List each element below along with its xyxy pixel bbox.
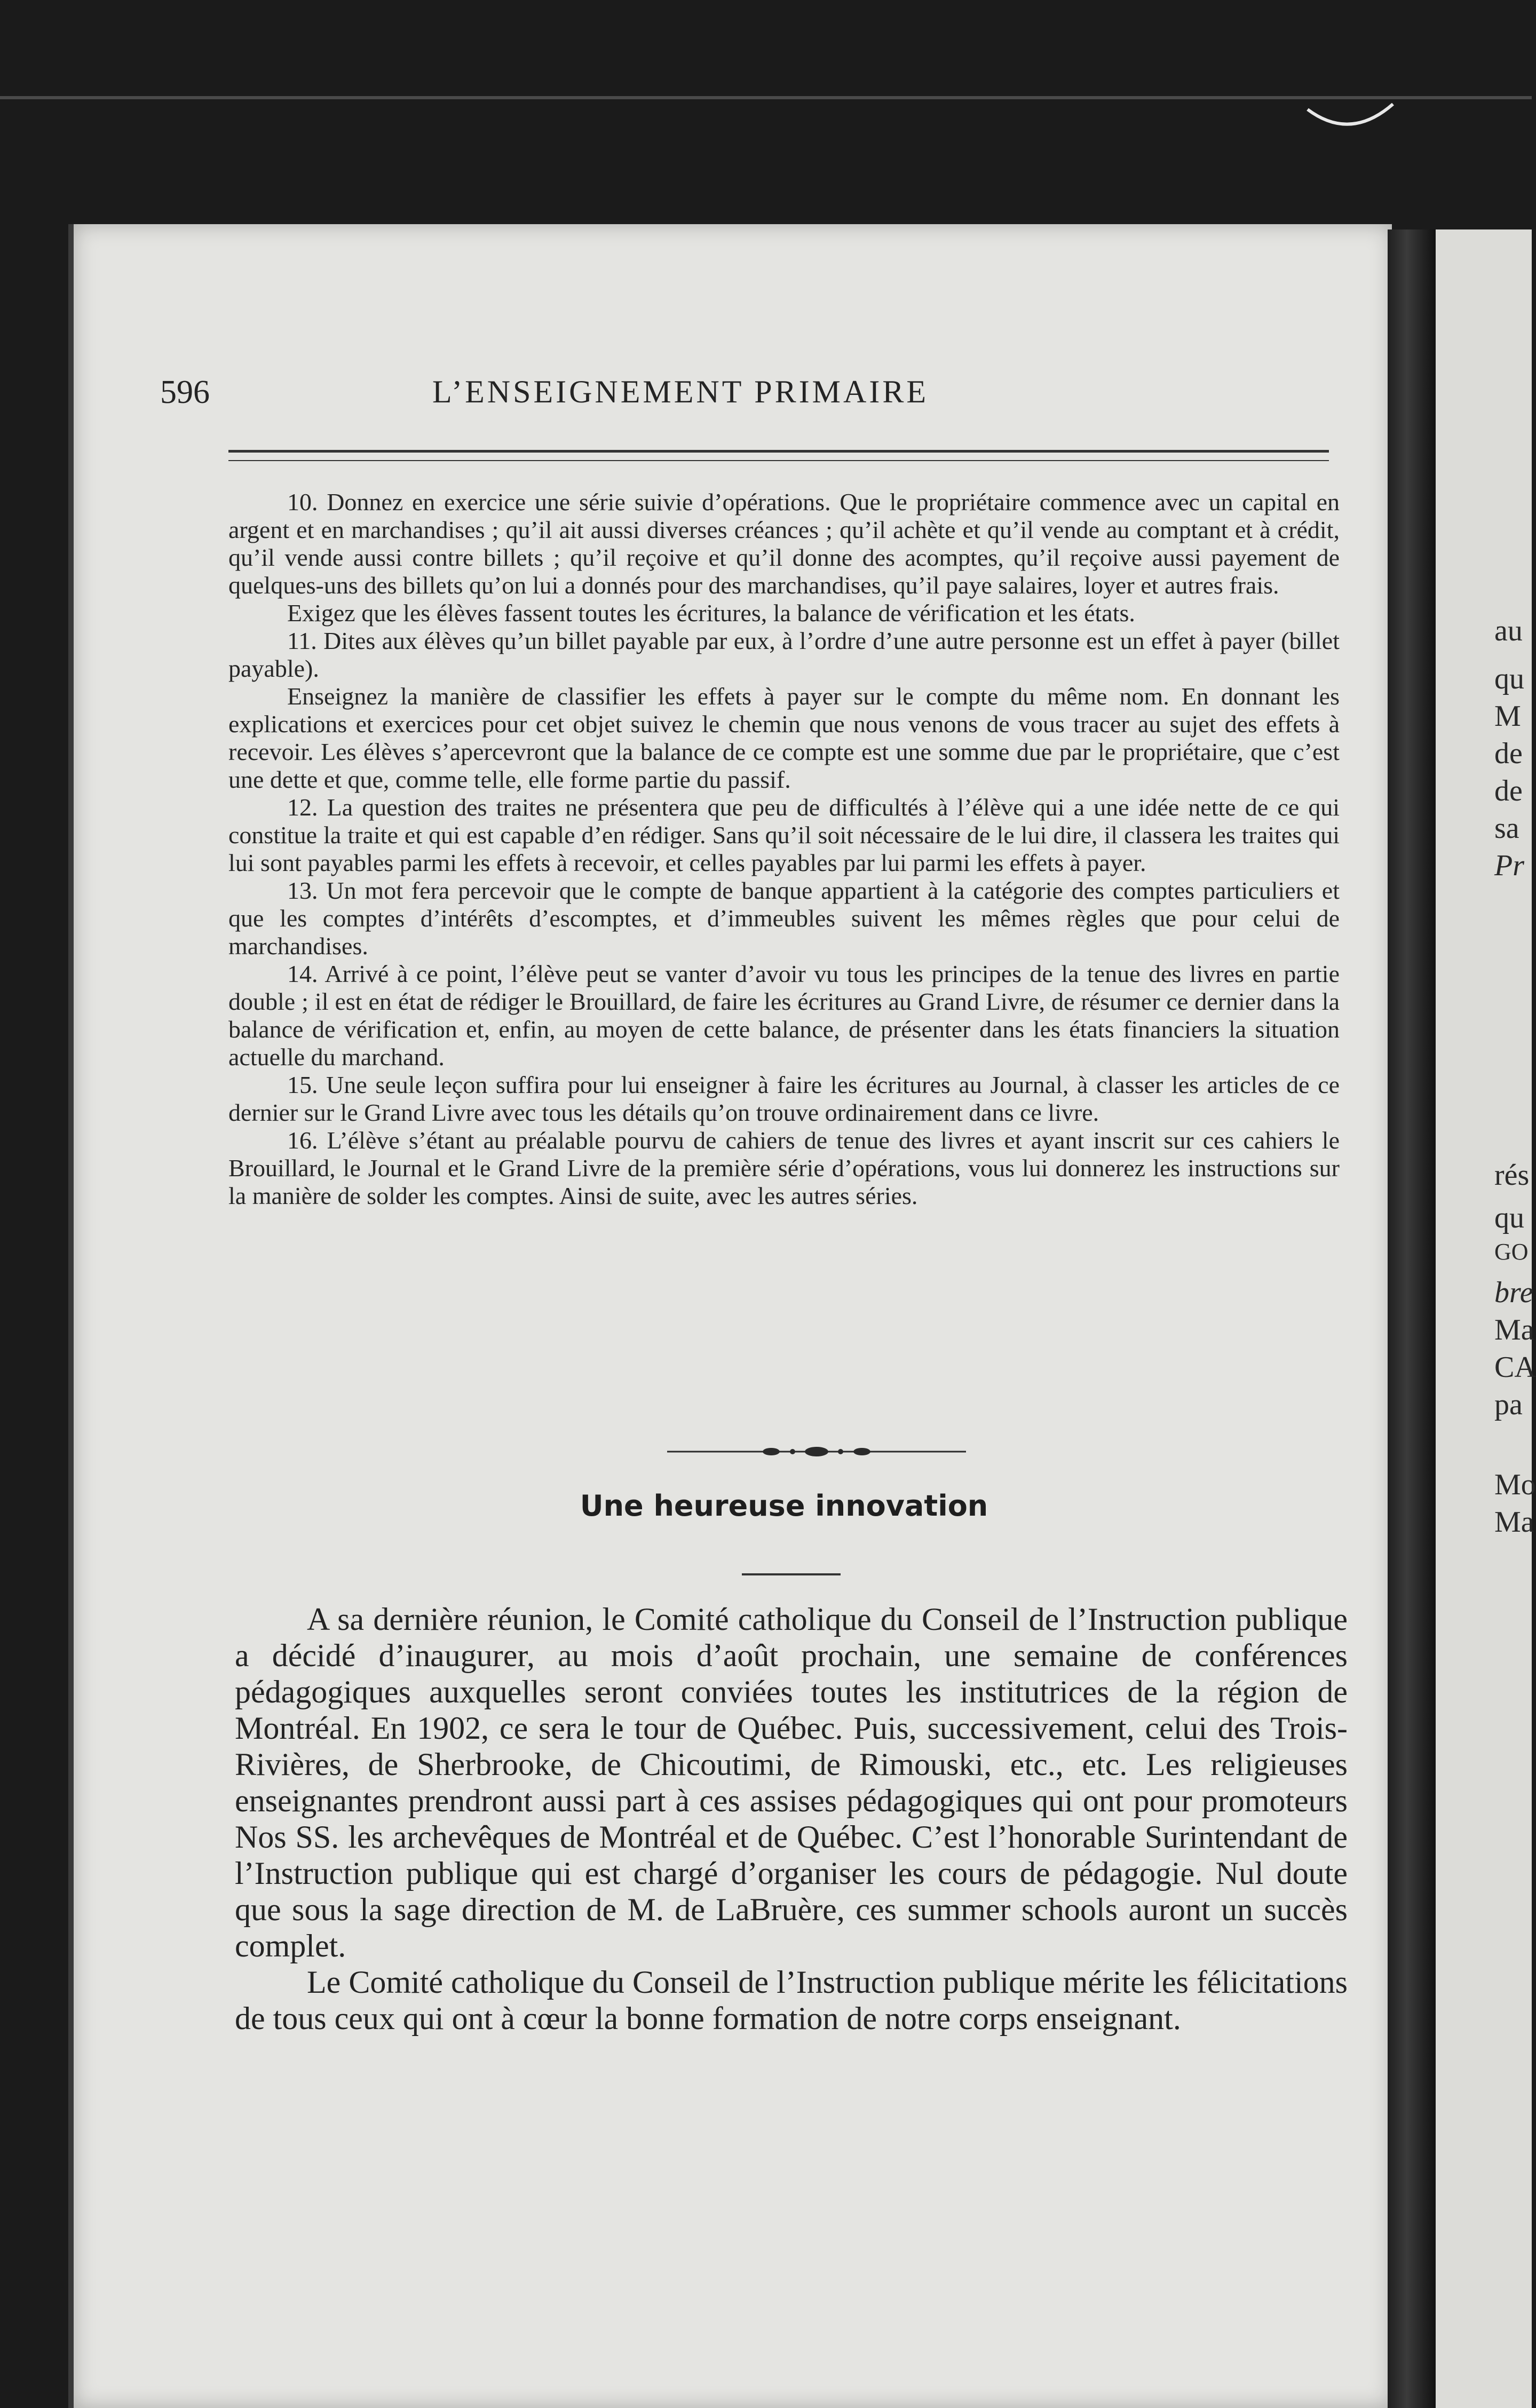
article-body [235,1601,1348,2037]
fragment: Ma [1494,1313,1534,1346]
paragraph: 15. Une seule leçon suffira pour lui enseigner à faire les écritures au Journal, à classer les articles de ce dernier sur le Grand Livre avec tous les détails qu’on trouve ordinairement dans ce livre. [228,1071,1340,1126]
section-ornament [667,1444,966,1460]
article-title: Une heureuse innovation [580,1489,988,1523]
running-title: L’ENSEIGNEMENT PRIMAIRE [432,374,929,409]
book-gutter [1388,229,1436,2408]
paragraph: Enseignez la manière de classifier les effets à payer sur le compte du même nom. En donnant les explications et exercices pour cet objet suivez le chemin que nous venons de vous tracer au sujet des effets à recevoir. Les élèves s’apercevront que la balance de ce compte est une somme due par le propriétaire, que c’est une dette et que, comme telle, elle forme partie du passif. [228,683,1340,793]
title-rule [742,1573,841,1575]
header-rule [228,450,1329,461]
fragment: M [1494,700,1521,733]
fragment: de [1494,774,1523,807]
paragraph: 14. Arrivé à ce point, l’élève peut se vanter d’avoir vu tous les principes de la tenue des livres en partie double ; il est en état de rédiger le Brouillard, de faire les écritures au Grand Livre, de résumer ce dernier dans la balance de vérification et, enfin, au moyen de cette balance, de présenter dans les états financiers la situation actuelle du marchand. [228,960,1340,1071]
paragraph: 16. L’élève s’étant au préalable pourvu de cahiers de tenue des livres et ayant inscrit sur ces cahiers le Brouillard, le Journal et le Grand Livre de la première série d’opérations, vous lui donnerez les instructions sur la manière de solder les comptes. Ainsi de suite, avec les autres séries. [228,1127,1340,1209]
fragment: pa [1494,1388,1523,1421]
fragment: de [1494,737,1523,770]
fragment: qu [1494,1201,1524,1234]
paragraph: Le Comité catholique du Conseil de l’Instruction publique mérite les félicitations de tous ceux qui ont à cœur la bonne formation de notre corps enseignant. [235,1965,1348,2036]
fragment: Mo [1494,1468,1536,1501]
fragment: CA [1494,1351,1536,1384]
adjacent-page [1436,229,1536,2408]
fragment: Ma [1494,1506,1534,1539]
page-number: 596 [160,374,210,410]
fragment: sa [1494,812,1519,845]
exercise-section [228,488,1340,1210]
fragment: GO [1494,1239,1529,1265]
fragment: qu [1494,662,1524,695]
fragment: Pr [1494,849,1524,882]
paragraph: 10. Donnez en exercice une série suivie d’opérations. Que le propriétaire commence avec un capital en argent et en marchandises ; qu’il ait aussi diverses créances ; qu’il achète et qu’il vende au comptant et à crédit, qu’il vende aussi contre billets ; qu’il reçoive et qu’il donne des acomptes, qu’il reçoive aussi payement de quelques-uns des billets qu’on lui a donnés pour des marchandises, qu’il paye salaires, loyer et autres frais. [228,488,1340,599]
paragraph: 11. Dites aux élèves qu’un billet payable par eux, à l’ordre d’une autre personne est un effet à payer (billet payable). [228,627,1340,682]
fragment: au [1494,614,1523,647]
scan-artifact-mark [1302,99,1398,131]
fragment: rés [1494,1159,1530,1192]
paragraph: 12. La question des traites ne présentera que peu de difficultés à l’élève qui a une idée nette de ce qui constitue la traite et qui est capable d’en rédiger. Sans qu’il soit nécessaire de le lui dire, il classera les traites qui lui sont payables parmi les effets à recevoir, et celles payables par lui parmi les effets à payer. [228,794,1340,876]
paragraph: Exigez que les élèves fassent toutes les écritures, la balance de vérification et les états. [287,599,1135,627]
fragment: bre [1494,1276,1533,1309]
running-head [160,374,1334,422]
paragraph: 13. Un mot fera percevoir que le compte de banque appartient à la catégorie des comptes particuliers et que les comptes d’intérêts d’escomptes, et d’immeubles suivent les mêmes règles que pour celui de marchandises. [228,877,1340,960]
paragraph: A sa dernière réunion, le Comité catholique du Conseil de l’Instruction publique a décidé d’inaugurer, au mois d’août prochain, une semaine de conférences pédagogiques auxquelles seront conviées toutes les institutrices de la région de Montréal. En 1902, ce sera le tour de Québec. Puis, successivement, celui des Trois-Rivières, de Sherbrooke, de Chicoutimi, de Rimouski, etc., etc. Les religieuses enseignantes prendront aussi part à ces assises pédagogiques qui ont pour promoteurs Nos SS. les archevêques de Montréal et de Québec. C’est l’honorable Surintendant de l’Instruction publique qui est chargé d’organiser les cours de pédagogie. Nul doute que sous la sage direction de M. de LaBruère, ces summer schools auront un succès complet. [235,1602,1348,1963]
